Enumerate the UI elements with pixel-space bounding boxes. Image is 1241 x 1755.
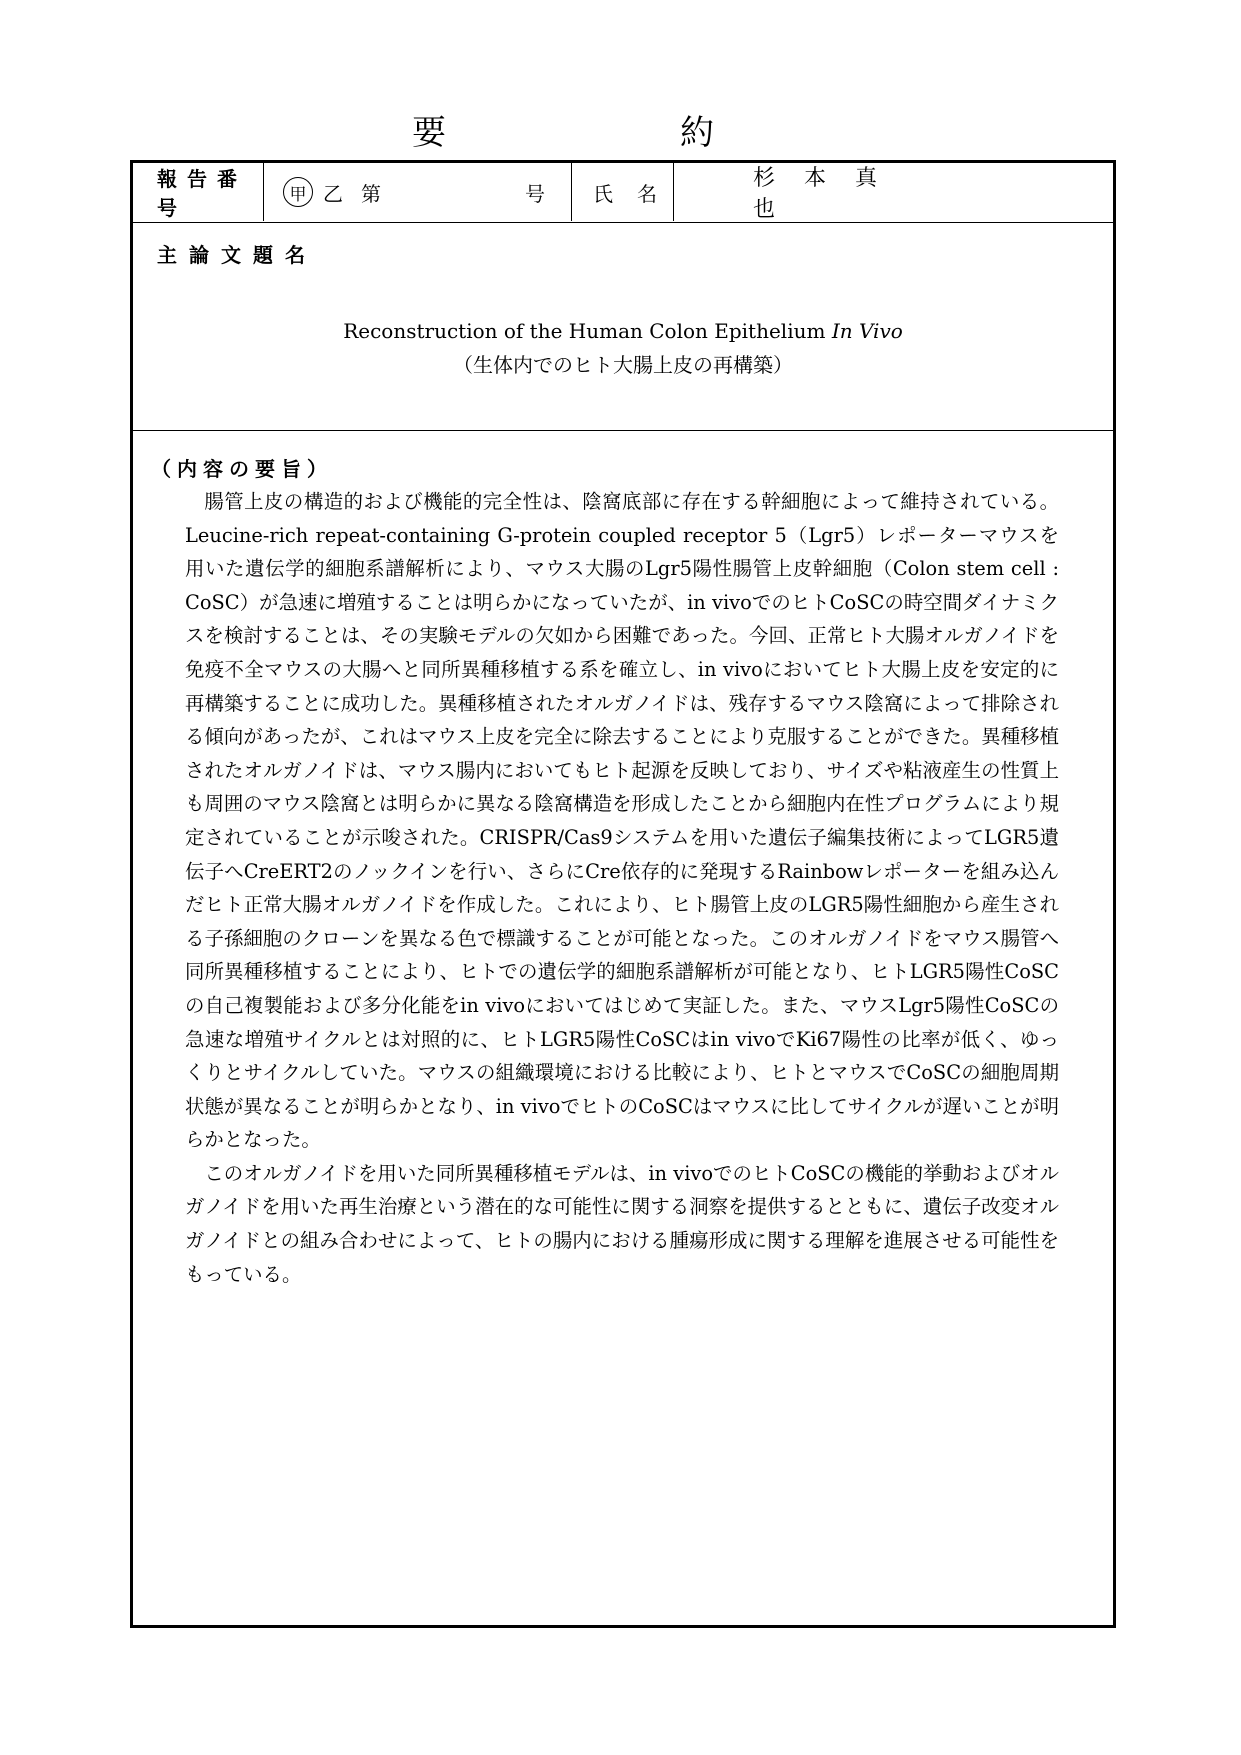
header-row [133,163,1113,223]
name-label-1: 氏 [593,181,613,206]
report-number-label: 報告番号 [157,167,247,220]
summary-paragraph: このオルガノイドを用いた同所異種移植モデルは、in vivoでのヒトCoSCの機能的挙動およびオルガノイドを用いた再生治療という潜在的な可能性に関する洞察を提供するとともに、遺伝子改変オルガノイドとの組み合わせによって、ヒトの腸内における腫瘍形成に関する理解を進展させる可能性をもっている。 [185,1161,1059,1286]
thesis-title-en-main: Reconstruction of the Human Colon Epithelium [343,319,832,343]
kou-mark: 甲 [283,177,313,207]
thesis-title-en-italic: In Vivo [831,319,903,343]
summary-paragraph: 腸管上皮の構造的および機能的完全性は、陰窩底部に存在する幹細胞によって維持されている。Leucine-rich repeat-containing G-protein coupled receptor 5（Lgr5）レポーターマウスを用いた遺伝学的細胞系譜解析により、マウス大腸のLgr5陽性腸管上皮幹細胞（Colon stem cell : CoSC）が急速に増殖することは明らかになっていたが、in vivoでのヒトCoSCの時空間ダイナミクスを検討することは、その実験モデルの欠如から困難であった。今回、正常ヒト大腸オルガノイドを免疫不全マウスの大腸へと同所異種移植する系を確立し、in vivoにおいてヒト大腸上皮を安定的に再構築することに成功した。異種移植されたオルガノイドは、残存するマウス陰窩によって排除される傾向があったが、これはマウス上皮を完全に除去することにより克服することができた。異種移植されたオルガノイドは、マウス腸内においてもヒト起源を反映しており、サイズや粘液産生の性質上も周囲のマウス陰窩とは明らかに異なる陰窩構造を形成したことから細胞内在性プログラムにより規定されていることが示唆された。CRISPR/Cas9システムを用いた遺伝子編集技術によってLGR5遺伝子へCreERT2のノックインを行い、さらにCre依存的に発現するRainbowレポーターを組み込んだヒト正常大腸オルガノイドを作成した。これにより、ヒト腸管上皮のLGR5陽性細胞から産生される子孫細胞のクローンを異なる色で標識することが可能となった。このオルガノイドをマウス腸管へ同所異種移植することにより、ヒトでの遺伝学的細胞系譜解析が可能となり、ヒトLGR5陽性CoSCの自己複製能および多分化能をin vivoにおいてはじめて実証した。また、マウスLgr5陽性CoSCの急速な増殖サイクルとは対照的に、ヒトLGR5陽性CoSCはin vivoでKi67陽性の比率が低く、ゆっくりとサイクルしていた。マウスの組織環境における比較により、ヒトとマウスでCoSCの細胞周期状態が異なることが明らかとなり、in vivoでヒトのCoSCはマウスに比してサイクルが遅いことが明らかとなった。 [185,490,1059,1152]
summary-label: （内容の要旨） [151,457,333,481]
summary-body [185,485,1059,1291]
gou-label: 号 [525,181,545,206]
document-title [0,108,1241,158]
otsu-label: 乙 [323,181,343,206]
title-char-1: 要 [412,113,446,153]
divider [571,163,572,221]
name-label-2: 名 [637,181,657,206]
thesis-title-en [133,319,1113,343]
form-frame [130,160,1116,1628]
thesis-label: 主論文題名 [157,243,317,267]
dai-label: 第 [361,181,381,206]
thesis-title-section [133,221,1113,431]
divider [673,163,674,221]
title-char-2: 約 [680,113,714,153]
divider [263,163,264,221]
author-name: 杉本真也 [753,166,907,222]
thesis-title-jp: （生体内でのヒト大腸上皮の再構築） [453,353,793,377]
